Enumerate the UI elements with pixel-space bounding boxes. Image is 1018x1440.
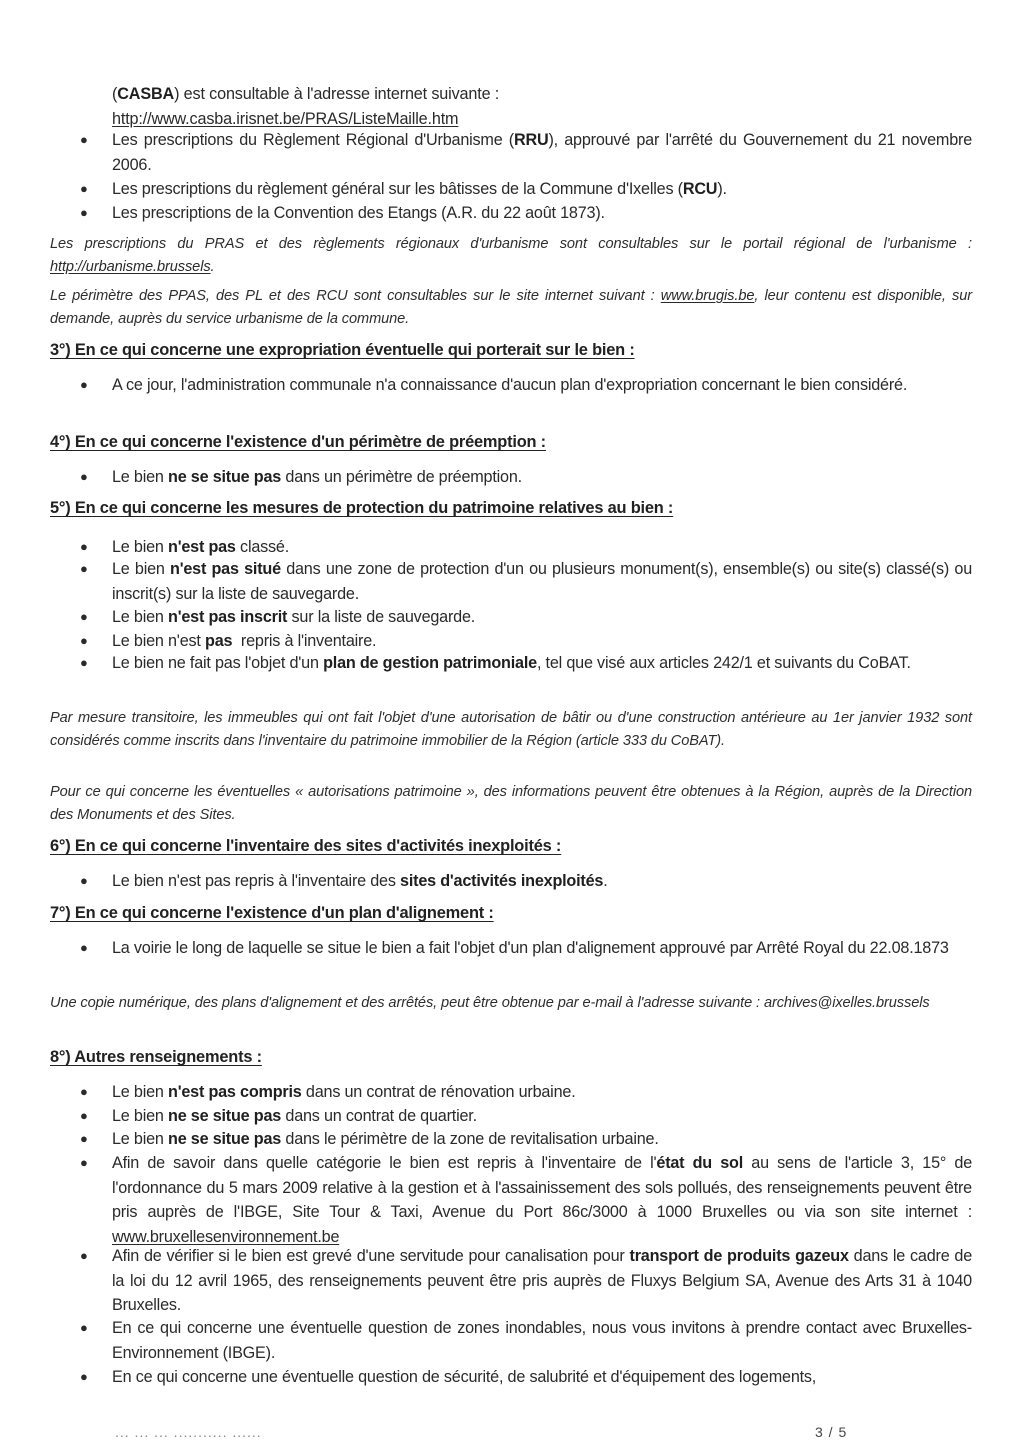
note-text: Le périmètre des PPAS, des PL et des RCU sont consultables sur le site internet suivant : — [50, 288, 661, 304]
note-text: . — [210, 258, 215, 275]
item-bold: transport de produits gazeux — [629, 1247, 849, 1265]
item-text: repris à l'inventaire. — [232, 632, 377, 650]
casba-text: ) est consultable à l'adresse internet suivante : — [174, 85, 500, 103]
bullet-icon: ● — [80, 181, 88, 196]
item-text: Les prescriptions du règlement général sur les bâtisses de la Commune d'Ixelles ( — [112, 180, 683, 198]
bullet-icon: ● — [80, 377, 88, 392]
item-bold: n'est pas — [168, 538, 236, 556]
item-text: dans un périmètre de préemption. — [281, 468, 522, 486]
bullet-icon: ● — [80, 561, 88, 576]
bruxellesenvironnement-link[interactable]: www.bruxellesenvironnement.be — [112, 1227, 340, 1246]
item-text: sur la liste de sauvegarde. — [287, 608, 476, 626]
page-number: 3 / 5 — [815, 1424, 848, 1440]
item-bold: ne se situe pas — [168, 1107, 282, 1125]
item-text: Le bien — [112, 1083, 169, 1101]
list-item — [80, 177, 972, 202]
section-8-heading: 8°) Autres renseignements : — [50, 1048, 262, 1066]
footer-reference: ... ... ... ........... ...... — [115, 1424, 262, 1440]
section-4-heading: 4°) En ce qui concerne l'existence d'un périmètre de préemption : — [50, 433, 546, 451]
item-text: Le bien — [112, 1130, 169, 1148]
bullet-icon: ● — [80, 1369, 88, 1384]
item-bold: pas — [205, 632, 233, 650]
item-bold: ne se situe pas — [168, 468, 282, 486]
list-item — [80, 629, 972, 654]
item-text: Afin de vérifier si le bien est grevé d'une servitude pour canalisation pour — [112, 1247, 630, 1265]
note-brugis — [50, 285, 972, 330]
item-text: Le bien n'est pas repris à l'inventaire des — [112, 872, 401, 890]
item-bold: RRU — [513, 131, 549, 149]
list-item — [80, 535, 972, 560]
item-text: ), approuvé par l'arrêté du Gouvernement du 21 novembre 2006. — [112, 131, 973, 174]
bullet-icon: ● — [80, 633, 88, 648]
item-text: dans un contrat de rénovation urbaine. — [301, 1083, 576, 1101]
list-item — [80, 1316, 972, 1365]
item-bold: ne se situe pas — [168, 1130, 282, 1148]
list-item — [80, 605, 972, 630]
list-item — [80, 557, 972, 606]
item-bold: n'est pas inscrit — [168, 608, 288, 626]
note-archives: Une copie numérique, des plans d'alignement et des arrêtés, peut être obtenue par e-mail à l'adresse suivante : archives@ixelles.brussels — [50, 995, 930, 1011]
item-bold: n'est pas compris — [168, 1083, 302, 1101]
item-bold: n'est pas situé — [170, 560, 281, 578]
list-item — [80, 1151, 972, 1249]
item-text: . — [603, 872, 608, 890]
brugis-link[interactable]: www.brugis.be — [660, 288, 755, 304]
item-text: ). — [717, 180, 727, 198]
note-pras-portal — [50, 233, 972, 278]
bullet-icon: ● — [80, 469, 88, 484]
section-7-heading: 7°) En ce qui concerne l'existence d'un plan d'alignement : — [50, 904, 494, 922]
casba-line: (CASBA) est consultable à l'adresse internet suivante : — [112, 85, 500, 103]
item-text: En ce qui concerne une éventuelle question de zones inondables, nous vous invitons à prendre contact avec Bruxelles-Environnement (IBGE). — [112, 1319, 972, 1362]
item-text: Le bien — [112, 1107, 169, 1125]
list-item — [80, 869, 972, 894]
item-text: Afin de savoir dans quelle catégorie le bien est repris à l'inventaire de l' — [112, 1154, 657, 1172]
item-bold: état du sol — [656, 1154, 744, 1172]
bullet-icon: ● — [80, 1084, 88, 1099]
list-item — [80, 936, 972, 961]
bullet-icon: ● — [80, 1320, 88, 1335]
bullet-icon: ● — [80, 1248, 88, 1263]
bullet-icon: ● — [80, 539, 88, 554]
section-5-heading: 5°) En ce qui concerne les mesures de protection du patrimoine relatives au bien : — [50, 499, 674, 517]
item-text: Le bien n'est — [112, 632, 205, 650]
list-item — [80, 1244, 972, 1318]
item-text: La voirie le long de laquelle se situe le bien a fait l'objet d'un plan d'alignement approuvé par Arrêté Royal du 22.08.1873 — [112, 939, 949, 957]
item-text: A ce jour, l'administration communale n'a connaissance d'aucun plan d'expropriation concernant le bien considéré. — [112, 376, 908, 394]
list-item — [80, 465, 972, 490]
casba-link[interactable]: http://www.casba.irisnet.be/PRAS/ListeMaille.htm — [112, 110, 459, 128]
bullet-icon: ● — [80, 1155, 88, 1170]
item-text: Le bien — [112, 560, 171, 578]
item-bold: plan de gestion patrimoniale — [323, 654, 537, 672]
bullet-icon: ● — [80, 1108, 88, 1123]
note-text: , leur contenu est disponible, sur demande, auprès du service urbanisme de la commune. — [50, 288, 972, 327]
item-bold: sites d'activités inexploités — [400, 872, 604, 890]
item-text: , tel que visé aux articles 242/1 et suivants du CoBAT. — [536, 654, 911, 672]
item-text: dans le cadre de la loi du 12 avril 1965, des renseignements peuvent être pris auprès de Fluxys Belgium SA, Avenue des Arts 31 à 1040 Bruxelles. — [112, 1247, 973, 1314]
list-item — [80, 651, 972, 676]
bullet-icon: ● — [80, 609, 88, 624]
list-item — [80, 1127, 972, 1152]
item-text: Le bien ne fait pas l'objet d'un — [112, 654, 324, 672]
section-6-heading: 6°) En ce qui concerne l'inventaire des sites d'activités inexploités : — [50, 837, 562, 855]
item-text: dans un contrat de quartier. — [281, 1107, 477, 1125]
item-text: Le bien — [112, 608, 169, 626]
bullet-icon: ● — [80, 873, 88, 888]
item-text: Le bien — [112, 468, 169, 486]
item-text: Les prescriptions de la Convention des Etangs (A.R. du 22 août 1873). — [112, 204, 605, 222]
bullet-icon: ● — [80, 205, 88, 220]
bullet-icon: ● — [80, 132, 88, 147]
list-item — [80, 128, 972, 177]
urbanisme-link[interactable]: http://urbanisme.brussels — [50, 258, 211, 275]
item-text: dans une zone de protection d'un ou plusieurs monument(s), ensemble(s) ou site(s) classé(s) ou inscrit(s) sur la liste de sauvegarde. — [112, 560, 973, 603]
casba-bold: CASBA — [117, 85, 175, 103]
item-text: classé. — [235, 538, 290, 556]
item-text: Les prescriptions du Règlement Régional d'Urbanisme ( — [112, 131, 514, 149]
item-bold: RCU — [682, 180, 718, 198]
bullet-icon: ● — [80, 655, 88, 670]
bullet-icon: ● — [80, 940, 88, 955]
list-item — [80, 1365, 972, 1390]
note-text: Les prescriptions du PRAS et des règlements régionaux d'urbanisme sont consultables sur le portail régional de l'urbanisme : — [50, 236, 972, 252]
bullet-icon: ● — [80, 1131, 88, 1146]
list-item — [80, 201, 972, 226]
note-autorisations-patrimoine: Pour ce qui concerne les éventuelles « autorisations patrimoine », des informations peuvent être obtenues à la Région, auprès de la Direction des Monuments et des Sites. — [50, 784, 972, 823]
item-text: En ce qui concerne une éventuelle question de sécurité, de salubrité et d'équipement des logements, — [112, 1368, 817, 1386]
item-text: au sens de l'article 3, 15° de l'ordonnance du 5 mars 2009 relative à la gestion et à l'assainissement des sols pollués, des renseignements peuvent être pris auprès de l'IBGE, Site Tour & Taxi, Avenue du Port 86c/3000 à 1000 Bruxelles ou via son site internet : — [112, 1154, 972, 1221]
list-item — [80, 1104, 972, 1129]
section-3-heading: 3°) En ce qui concerne une expropriation éventuelle qui porterait sur le bien : — [50, 341, 635, 359]
list-item — [80, 1080, 972, 1105]
note-transitoire: Par mesure transitoire, les immeubles qui ont fait l'objet d'une autorisation de bâtir ou d'une construction antérieure au 1er janvier 1932 sont considérés comme inscrits dans l'inventaire du patrimoine immobilier de la Région (article 333 du CoBAT). — [50, 710, 972, 749]
item-text: dans le périmètre de la zone de revitalisation urbaine. — [281, 1130, 659, 1148]
list-item — [80, 373, 972, 398]
item-text: Le bien — [112, 538, 169, 556]
